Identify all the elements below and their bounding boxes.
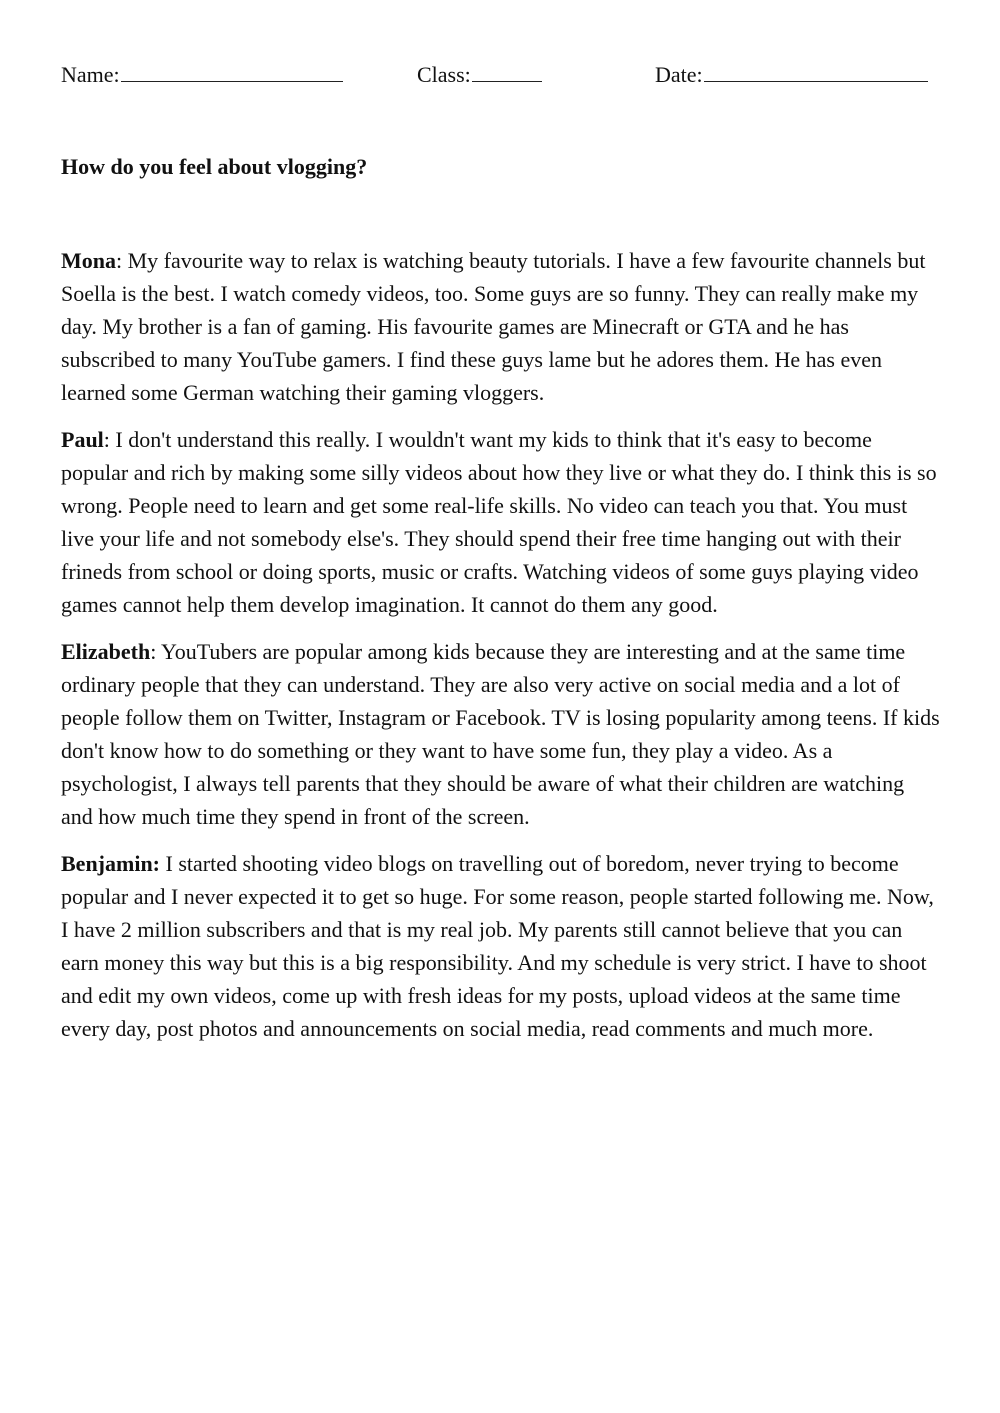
student-info-header [61, 58, 941, 94]
name-field[interactable] [61, 58, 343, 92]
passage-text: YouTubers are popular among kids because they are interesting and at the same time ordinary people that they can understand. They are also very active on social media and a lot of people follow them on Twitter, Instagram or Facebook. TV is losing popularity among teens. If kids don't know how to do something or they want to have some fun, they play a video. As a psychologist, I always tell parents that they should be aware of what their children are watching and how much time they spend in front of the screen. [61, 639, 940, 829]
worksheet-title: How do you feel about vlogging? [61, 154, 368, 179]
passage-mona [61, 244, 941, 409]
speaker-separator: : [116, 248, 123, 273]
speaker-name: Paul [61, 427, 104, 452]
speaker-name: Benjamin: [61, 851, 160, 876]
passage-elizabeth [61, 635, 941, 833]
passage-text: I don't understand this really. I wouldn't want my kids to think that it's easy to become popular and rich by making some silly videos about how they live or what they do. I think this is so wrong. People need to learn and get some real-life skills. No video can teach you that. You must live your life and not somebody else's. They should spend their free time hanging out with their frineds from school or doing sports, music or crafts. Watching videos of some guys playing video games cannot help them develop imagination. It cannot do them any good. [61, 427, 937, 617]
speaker-separator: : [103, 427, 110, 452]
date-blank-line[interactable] [704, 59, 928, 82]
passage-text: My favourite way to relax is watching beauty tutorials. I have a few favourite channels but Soella is the best. I watch comedy videos, too. Some guys are so funny. They can really make my day. My brother is a fan of gaming. His favourite games are Minecraft or GTA and he has subscribed to many YouTube gamers. I find these guys lame but he adores them. He has even learned some German watching their gaming vloggers. [61, 248, 926, 405]
passage-paul [61, 423, 941, 621]
passage-benjamin [61, 847, 941, 1045]
class-label: Class: [417, 62, 471, 87]
passage-text: I started shooting video blogs on travelling out of boredom, never trying to become popular and I never expected it to get so huge. For some reason, people started following me. Now, I have 2 million subscribers and that is my real job. My parents still cannot believe that you can earn money this way but this is a big responsibility. And my schedule is very strict. I have to shoot and edit my own videos, come up with fresh ideas for my posts, upload videos at the same time every day, post photos and announcements on social media, read comments and much more. [61, 851, 934, 1041]
opinion-passages [61, 244, 941, 1059]
name-blank-line[interactable] [121, 59, 343, 82]
speaker-name: Mona [61, 248, 116, 273]
speaker-separator: : [150, 639, 157, 664]
date-field[interactable] [655, 58, 928, 92]
class-blank-line[interactable] [472, 59, 542, 82]
class-field[interactable] [417, 58, 542, 92]
date-label: Date: [655, 62, 703, 87]
speaker-name: Elizabeth [61, 639, 151, 664]
name-label: Name: [61, 62, 120, 87]
